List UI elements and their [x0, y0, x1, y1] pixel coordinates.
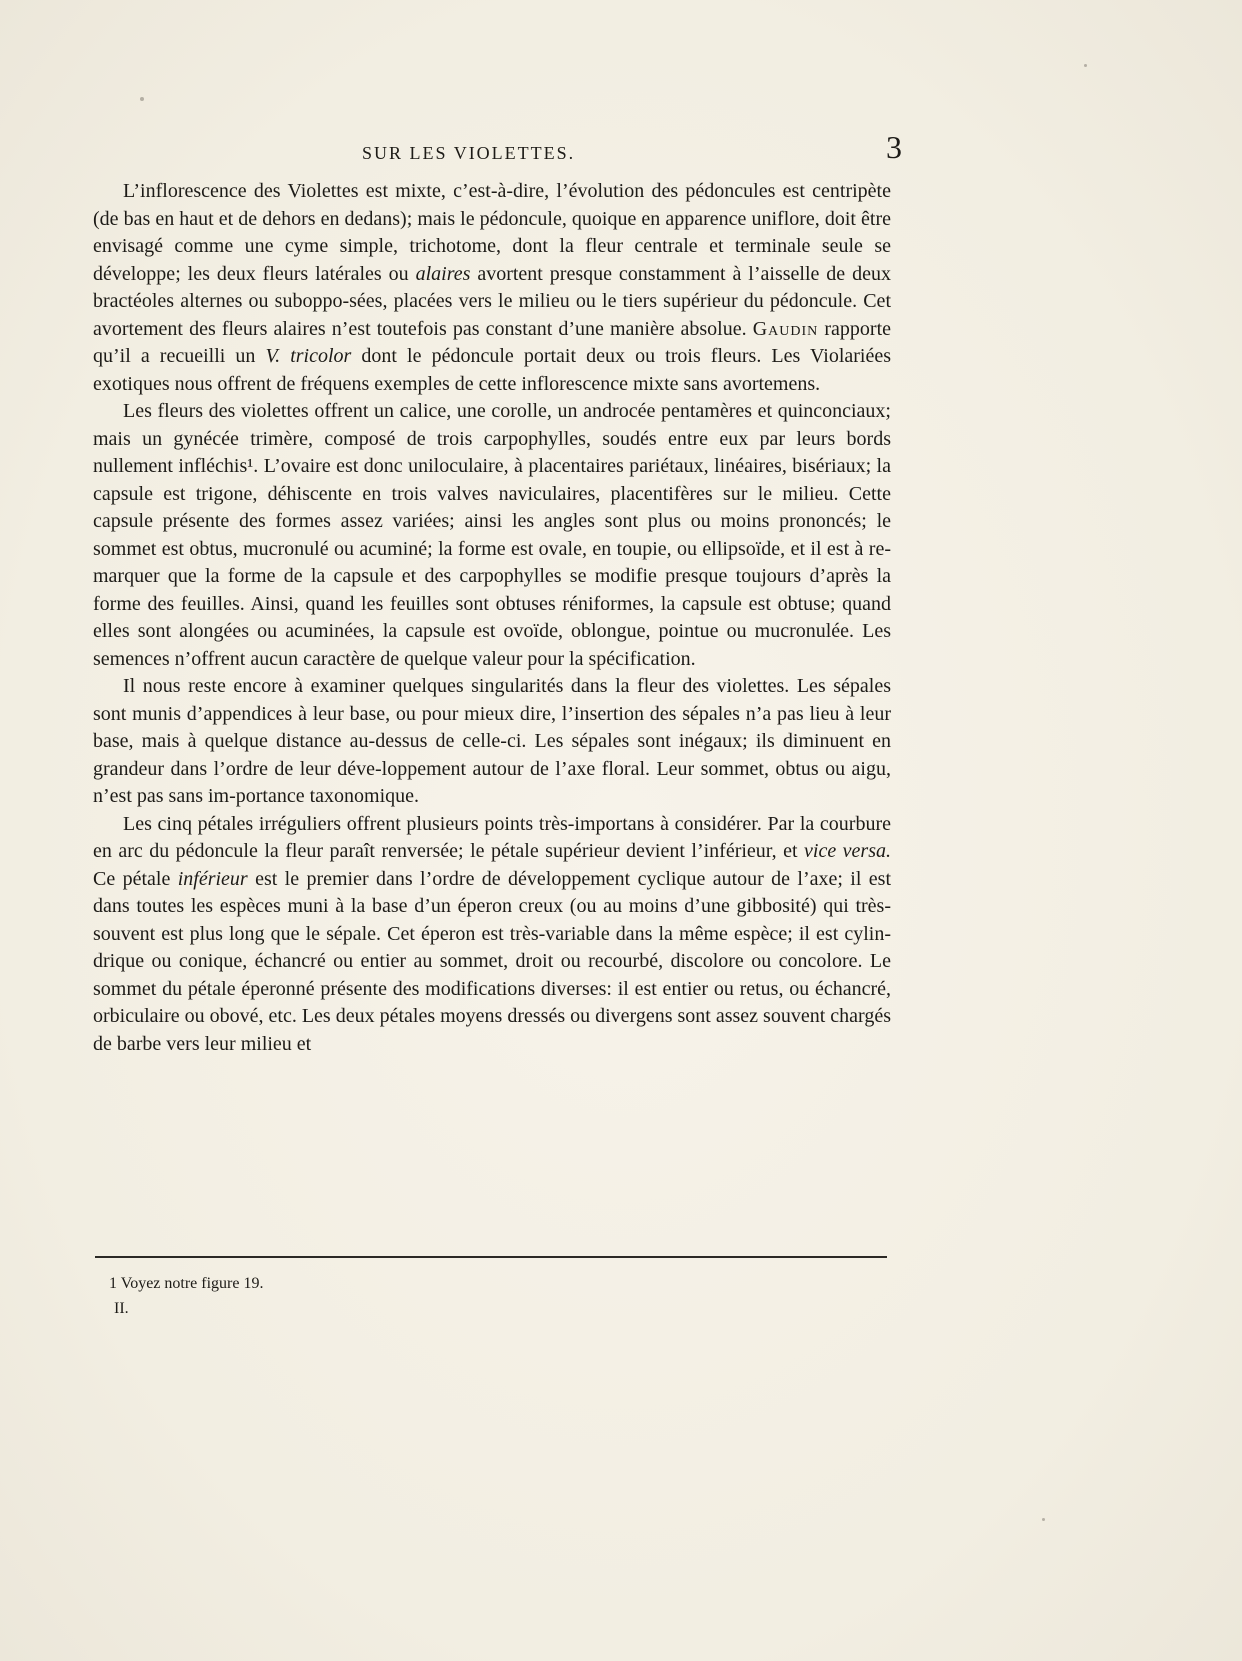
footnote-rule: [95, 1256, 887, 1258]
text-segment: L’inflorescence des Violettes est mixte, c’est-à-dire, l’évolution des pédoncules est centripète (de bas en haut et de dehors en dedans); mais le pédoncule, quoique en apparence uniflore, doit être envisagé comme une cyme simple, trichotome, dont la fleur centrale et terminale seule se développe; les deux fleurs latérales ou: [93, 180, 891, 285]
signature-mark: II.: [114, 1300, 129, 1317]
paper-speck: [1042, 1518, 1045, 1521]
text-segment: Les fleurs des violettes offrent un calice, une corolle, un androcée pentamères et quinconciaux; mais un gynécée trimère, composé de trois carpophylles, soudés entre eux par leurs bords nullement infléchis¹. L’ovaire est donc uniloculaire, à placentaires pariétaux, linéaires, bisériaux; la capsule est trigone, déhiscente en trois valves naviculaires, placentifères sur le milieu. Cette capsule présente des formes assez variées; ainsi les angles sont plus ou moins prononcés; le sommet est obtus, mucronulé ou acuminé; la forme est ovale, en toupie, ou ellipsoïde, et il est à re-marquer que la forme de la capsule et des carpophylles se modifie presque toujours d’après la forme des feuilles. Ainsi, quand les feuilles sont obtuses réniformes, la capsule est obtuse; quand elles sont alongées ou acuminées, la capsule est ovoïde, oblongue, pointue ou mucronulée. Les semences n’offrent aucun caractère de quelque valeur pour la spécification.: [93, 400, 891, 670]
author-name: Gaudin: [752, 317, 819, 340]
paragraph: [93, 811, 891, 1059]
paragraph: [93, 398, 891, 673]
page-header: [82, 129, 902, 169]
text-segment: Il nous reste encore à examiner quelques singularités dans la fleur des violettes. Les sépales sont munis d’appendices à leur base, ou pour mieux dire, l’insertion des sépales n’a pas lieu à leur base, mais à quelque distance au-dessus de celle-ci. Les sépales sont inégaux; ils diminuent en grandeur dans l’ordre de leur déve-loppement autour de l’axe floral. Leur sommet, obtus ou aigu, n’est pas sans im-portance taxonomique.: [93, 675, 891, 807]
paragraph: [93, 673, 891, 811]
text-segment: avortent presque constamment à l’aisselle de deux bractéoles alternes ou suboppo-sées, placées vers le milieu ou le tiers supérieur du pédoncule. Cet avortement des fleurs alaires n’est toutefois pas constant d’une manière absolue.: [93, 262, 891, 340]
text-segment: Ce pétale: [93, 867, 178, 890]
paragraph: [93, 178, 891, 398]
footnote: 1 Voyez notre figure 19.: [109, 1275, 264, 1292]
italic-term: V. tricolor: [265, 345, 352, 367]
paper-speck: [140, 97, 144, 101]
paper-speck: [1084, 64, 1087, 67]
italic-term: inférieur: [177, 867, 248, 890]
body-text: [93, 178, 891, 1058]
page-number: 3: [886, 129, 902, 165]
text-segment: Les cinq pétales irréguliers offrent plusieurs points très-importans à considérer. Par la courbure en arc du pédoncule la fleur paraît renversée; le pétale supérieur devient l’inférieur, et: [93, 812, 891, 862]
running-head: SUR LES VIOLETTES.: [362, 143, 576, 163]
italic-term: vice versa.: [804, 840, 891, 862]
text-segment: dont le pédoncule portait deux ou trois fleurs. Les Violariées exotiques nous offrent de fréquens exemples de cette inflorescence mixte sans avortemens.: [93, 345, 892, 395]
italic-term: alaires: [415, 262, 471, 285]
text-segment: est le premier dans l’ordre de développement cyclique autour de l’axe; il est dans toutes les espèces muni à la base d’un éperon creux (ou au moins d’une gibbosité) qui très-souvent est plus long que le sépale. Cet éperon est très-variable dans la même espèce; il est cylin-drique ou conique, échancré ou entier au sommet, droit ou recourbé, discolore ou concolore. Le sommet du pétale éperonné présente des modifications diverses: il est entier ou retus, ou échancré, orbiculaire ou obové, etc. Les deux pétales moyens dressés ou divergens sont assez souvent chargés de barbe vers leur milieu et: [93, 867, 891, 1055]
text-segment: rapporte qu’il a recueilli un: [93, 317, 892, 367]
